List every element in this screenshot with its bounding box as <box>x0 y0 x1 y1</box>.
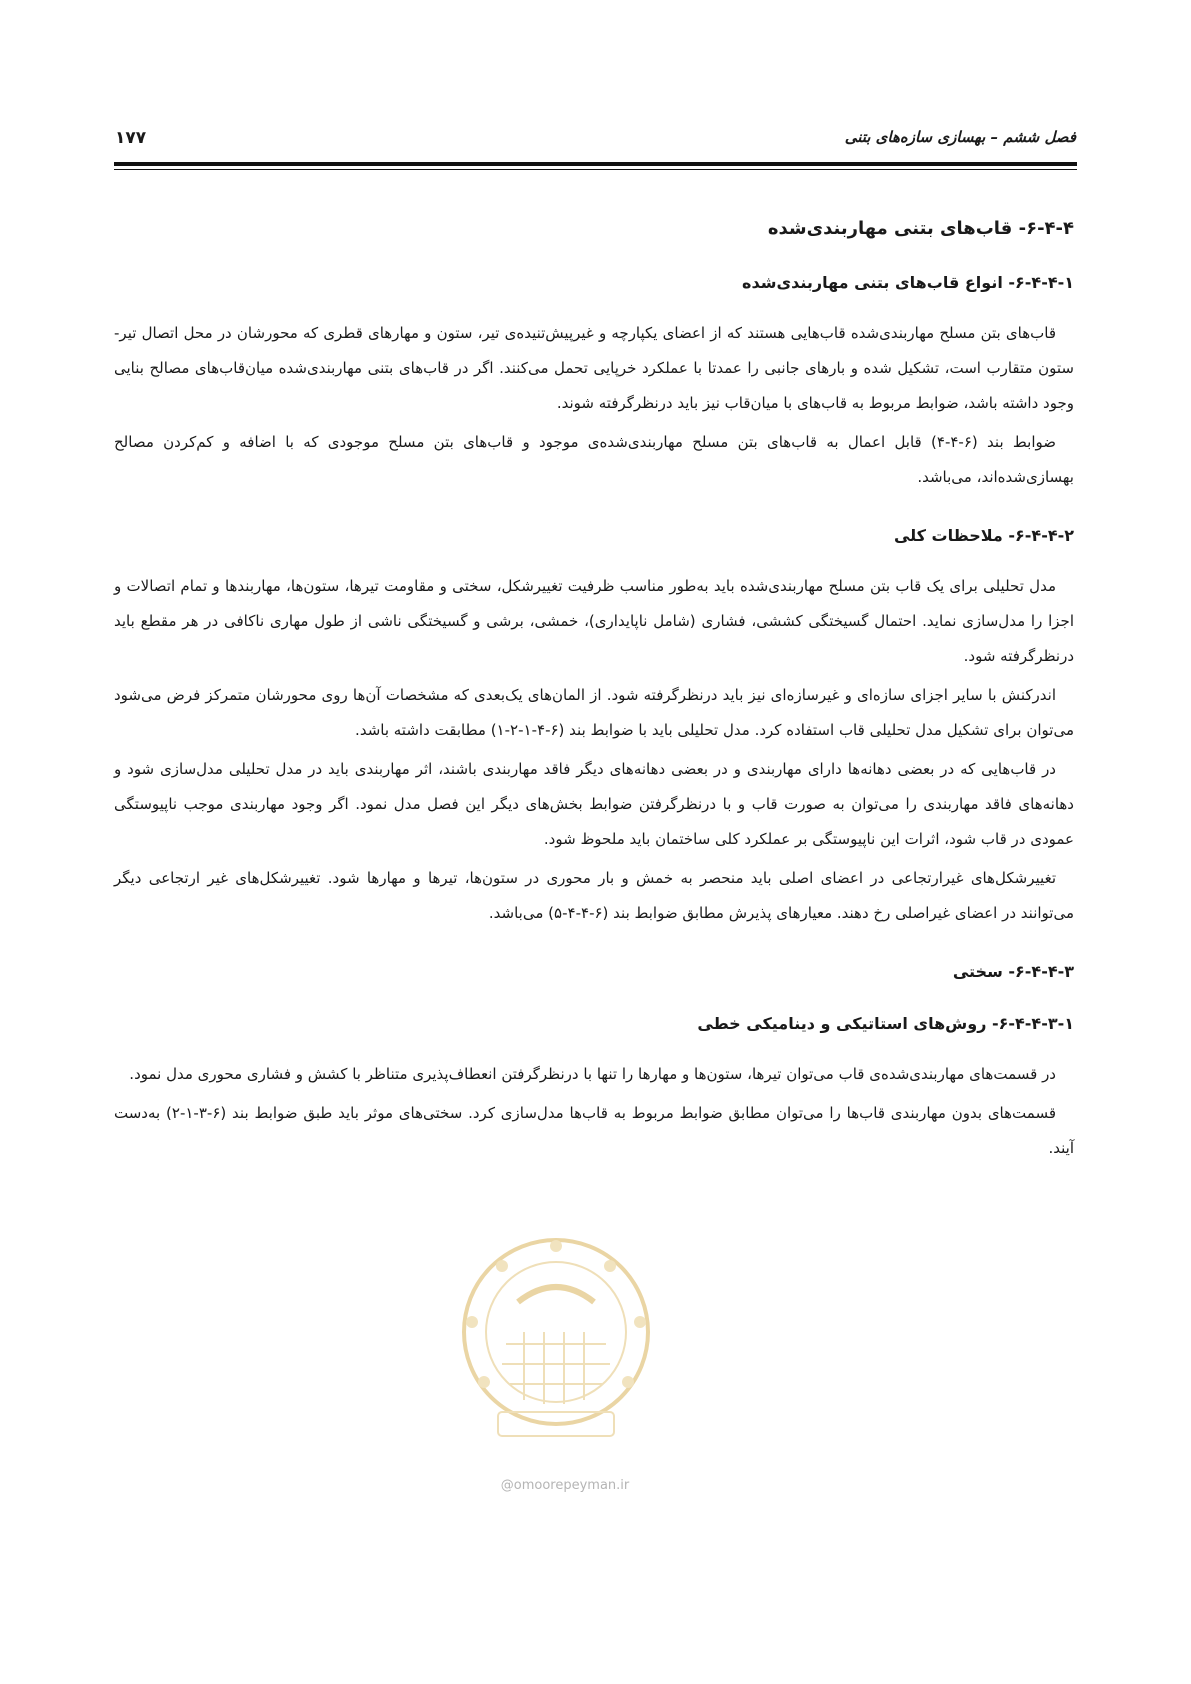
body-content <box>114 216 1074 1166</box>
subsection-heading-2: ۶-۴-۴-۲- ملاحظات کلی <box>893 526 1074 545</box>
paragraph: در قاب‌هایی که در بعضی دهانه‌ها دارای مهاربندی و در بعضی دهانه‌های دیگر فاقد مهاربندی باشند، اثر مهاربندی باید در مدل تحلیلی مدل‌سازی شود و دهانه‌های فاقد مهاربندی را می‌توان به صورت قاب و با درنظرگرفتن ضوابط بخش‌های دیگر این فصل مدل نمود. اگر وجود مهاربندی موجب ناپیوستگی عمودی در قاب شود، اثرات این ناپیوستگی بر عملکرد کلی ساختمان باید ملحوظ شود. <box>114 760 1074 848</box>
header-rule-thin <box>114 169 1077 170</box>
subsection-heading-3: ۶-۴-۴-۳- سختی <box>952 962 1074 981</box>
paragraph: در قسمت‌های مهاربندی‌شده‌ی قاب می‌توان تیرها، ستون‌ها و مهارها را تنها با درنظرگرفتن انعطاف‌پذیری متناظر با کشش و فشاری محوری مدل نمود. <box>129 1065 1056 1083</box>
watermark-logo <box>458 1232 654 1472</box>
paragraph: قسمت‌های بدون مهاربندی قاب‌ها را می‌توان مطابق ضوابط مربوط به قاب‌ها مدل‌سازی کرد. سختی‌های موثر باید طبق ضوابط بند (۶-۳-۱-۲) به‌دست آیند. <box>114 1104 1074 1157</box>
paragraph: تغییرشکل‌های غیرارتجاعی در اعضای اصلی باید منحصر به خمش و بار محوری در ستون‌ها، تیرها و مهارها شود. تغییرشکل‌های غیر ارتجاعی دیگر می‌توانند در اعضای غیراصلی رخ دهند. معیارهای پذیرش مطابق ضوابط بند (۶-۴-۴-۵) می‌باشد. <box>114 869 1074 922</box>
running-head: فصل ششم – بهسازی سازه‌های بتنی <box>844 128 1076 146</box>
paragraph: ضوابط بند (۶-۴-۴) قابل اعمال به قاب‌های بتن مسلح مهاربندی‌شده‌ی موجود و قاب‌های بتن مسلح موجودی که با اضافه و کم‌کردن مصالح بهسازی‌شده‌اند، می‌باشد. <box>114 433 1074 486</box>
header-rule-thick <box>114 162 1077 166</box>
watermark-url: @omoorepeyman.ir <box>500 1478 630 1493</box>
subsection-heading-1: ۶-۴-۴-۱- انواع قاب‌های بتنی مهاربندی‌شده <box>742 273 1074 292</box>
page-number: ۱۷۷ <box>115 128 147 148</box>
paragraph: مدل تحلیلی برای یک قاب بتن مسلح مهاربندی‌شده باید به‌طور مناسب ظرفیت تغییرشکل، سختی و مقاومت تیرها، ستون‌ها، مهاربندها و تمام اتصالات و اجزا را مدل‌سازی نماید. احتمال گسیختگی کششی، فشاری (شامل ناپایداری)، خمشی، برشی و گسیختگی ناشی از طول مهاری ناکافی در هر مقطع باید درنظرگرفته شود. <box>114 577 1074 665</box>
paragraph: قاب‌های بتن مسلح مهاربندی‌شده قاب‌هایی هستند که از اعضای یکپارچه و غیرپیش‌تنیده‌ی تیر، ستون و مهارهای قطری که محورشان در محل اتصال تیر- ستون متقارب است، تشکیل شده و بارهای جانبی را عمدتا با عملکرد خرپایی تحمل می‌کنند. اگر در قاب‌های بتنی مهاربندی‌شده میان‌قاب‌های مصالح بنایی وجود داشته باشد، ضوابط مربوط به قاب‌های با میان‌قاب نیز باید درنظرگرفته شوند. <box>114 324 1074 412</box>
subsection-heading-3-1: ۶-۴-۴-۳-۱- روش‌های استاتیکی و دینامیکی خطی <box>697 1014 1074 1033</box>
paragraph: اندرکنش با سایر اجزای سازه‌ای و غیرسازه‌ای نیز باید درنظرگرفته شود. از المان‌های یک‌بعدی که مشخصات آن‌ها روی محورشان متمرکز فرض می‌شود می‌توان برای تشکیل مدل تحلیلی قاب استفاده کرد. مدل تحلیلی باید با ضوابط بند (۶-۴-۱-۲-۱) مطابقت داشته باشد. <box>114 686 1074 739</box>
section-heading: ۶-۴-۴- قاب‌های بتنی مهاربندی‌شده <box>767 218 1074 239</box>
